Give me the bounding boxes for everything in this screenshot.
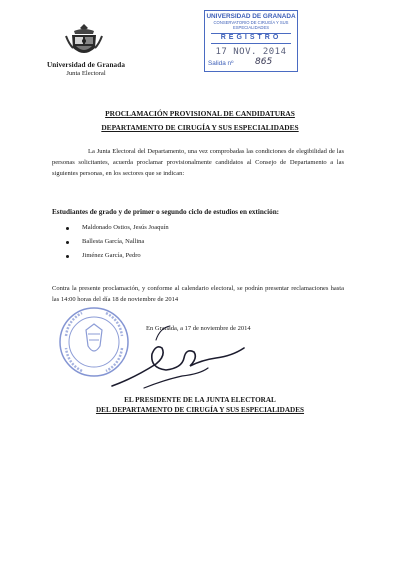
- sector-heading: Estudiantes de grado y de primer o segundo ciclo de estudios en extinción:: [52, 208, 280, 216]
- candidate-name: Maldonado Ostios, Jesús Joaquín: [82, 224, 169, 231]
- claims-paragraph: Contra la presente proclamación, y conforme al calendario electoral, se podrán presentar reclamaciones hasta las 14:00 horas del día 18 de noviembre de 2014: [52, 285, 344, 303]
- bullet-icon: [66, 241, 69, 244]
- stamp-divider: [211, 43, 291, 44]
- stamp-registry-label: REGISTRO: [220, 34, 282, 41]
- place-date: En Granada, a 17 de noviembre de 2014: [146, 325, 251, 332]
- stamp-exit-label: Salida nº: [208, 60, 234, 67]
- department-title: DEPARTAMENTO DE CIRUGÍA Y SUS ESPECIALIDADES: [101, 123, 299, 132]
- stamp-exit-number: 865: [255, 57, 273, 67]
- electoral-committee-name: Junta Electoral: [66, 70, 106, 77]
- candidate-name: Jiménez García, Pedro: [82, 252, 141, 259]
- university-name: Universidad de Granada: [46, 61, 126, 69]
- intro-paragraph: La Junta Electoral del Departamento, una vez comprobadas las condiciones de elegibilidad de las personas solicitantes, acuerda proclamar provisionalmente candidatos al Consejo de Departamento a las siguientes personas, en los sectores que se indican:: [52, 148, 344, 177]
- candidate-list: [66, 224, 169, 266]
- university-crest-icon: [64, 22, 104, 60]
- candidate-name: Ballesta García, Nallina: [82, 238, 145, 245]
- stamp-date: 17 NOV. 2014: [215, 47, 287, 57]
- stamp-subtitle-line1: CONSERVATORIO DE CIRUGÍA Y SUS: [213, 20, 289, 25]
- list-item: [66, 224, 169, 238]
- bullet-icon: [66, 255, 69, 258]
- signer-department: DEL DEPARTAMENTO DE CIRUGÍA Y SUS ESPECIALIDADES: [95, 406, 305, 414]
- document-title: PROCLAMACIÓN PROVISIONAL DE CANDIDATURAS: [105, 109, 295, 118]
- stamp-subtitle-line2: ESPECIALIDADES: [232, 25, 270, 30]
- stamp-subtitle: [205, 20, 297, 30]
- list-item: [66, 238, 169, 252]
- signer-title: EL PRESIDENTE DE LA JUNTA ELECTORAL: [124, 396, 276, 404]
- handwritten-signature-icon: [104, 318, 254, 392]
- registry-stamp: [204, 10, 298, 72]
- list-item: [66, 252, 169, 266]
- stamp-university: UNIVERSIDAD DE GRANADA: [206, 13, 296, 20]
- bullet-icon: [66, 227, 69, 230]
